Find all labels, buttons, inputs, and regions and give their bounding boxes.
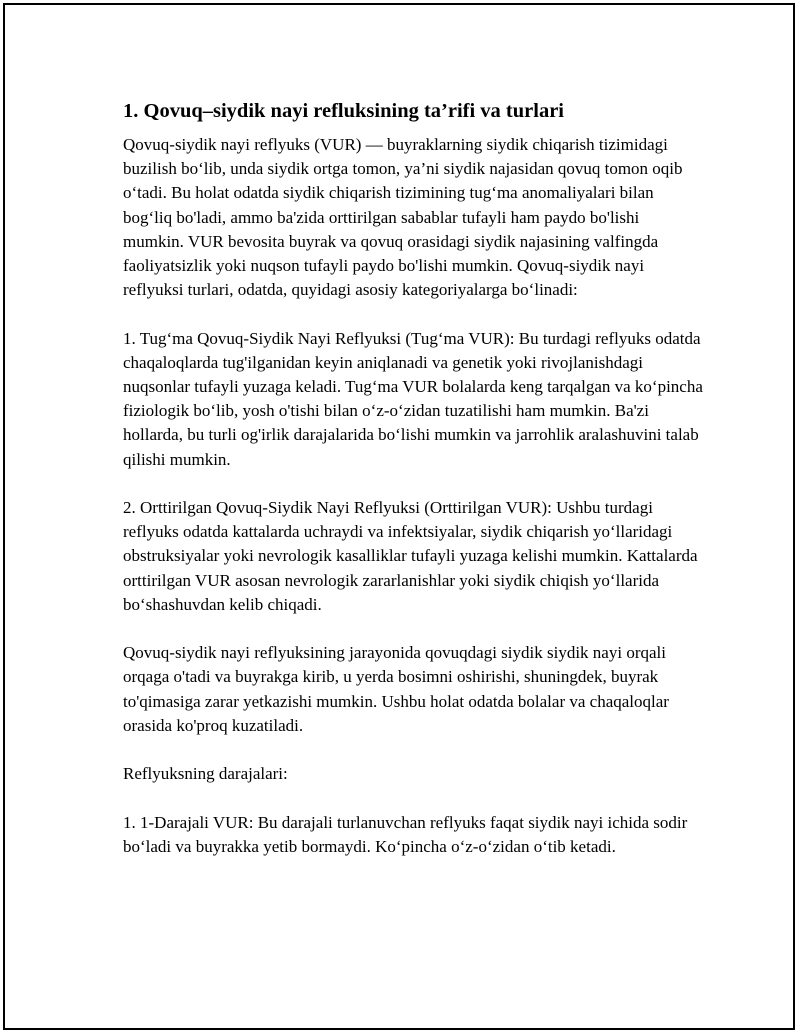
- paragraph-grade-1: 1. 1-Darajali VUR: Bu darajali turlanuvchan reflyuks faqat siydik nayi ichida sodir bo‘ladi va buyrakka yetib bormaydi. Ko‘pincha o‘z-o‘zidan o‘tib ketadi.: [123, 812, 688, 856]
- page-frame: [3, 3, 795, 1030]
- paragraph-definition: Qovuq-siydik nayi reflyuks (VUR) — buyraklarning siydik chiqarish tizimidagi buzilish bo‘lib, unda siydik ortga tomon, ya’ni siydik najasidan qovuq tomon oqib o‘tadi. Bu holat odatda siydik chiqarish tizimining tug‘ma anomaliyalari bilan bog‘liq bo'ladi, ammo ba'zida orttirilgan sabablar tufayli ham paydo bo'lishi mumkin. VUR bevosita buyrak va qovuq orasidagi siydik najasining valfingda faoliyatsizlik yoki nuqson tufayli paydo bo'lishi mumkin. Qovuq-siydik nayi reflyuksi turlari, odatda, quyidagi asosiy kategoriyalarga bo‘linadi:: [123, 135, 683, 300]
- paragraph-grades-heading: Reflyuksning darajalari:: [123, 764, 288, 784]
- paragraph-process: Qovuq-siydik nayi reflyuksining jarayonida qovuqdagi siydik siydik nayi orqali orqaga o'tadi va buyrakga kirib, u yerda bosimni oshirishi, shuningdek, buyrak to'qimasiga zarar yetkazishi mumkin. Ushbu holat odatda bolalar va chaqaloqlar orasida ko'proq kuzatiladi.: [123, 643, 669, 735]
- paragraph-congenital-vur: 1. Tug‘ma Qovuq-Siydik Nayi Reflyuksi (Tug‘ma VUR): Bu turdagi reflyuks odatda chaqaloqlarda tug'ilganidan keyin aniqlanadi va genetik yoki rivojlanishdagi nuqsonlar tufayli yuzaga keladi. Tug‘ma VUR bolalarda keng tarqalgan va ko‘pincha fiziologik bo‘lib, yosh o'tishi bilan o‘z-o‘zidan tuzatilishi ham mumkin. Ba'zi hollarda, bu turli og'irlik darajalarida bo‘lishi mumkin va jarrohlik aralashuvini talab qilishi mumkin.: [123, 328, 703, 469]
- document-body: [123, 97, 703, 883]
- paragraph-acquired-vur: 2. Orttirilgan Qovuq-Siydik Nayi Reflyuksi (Orttirilgan VUR): Ushbu turdagi reflyuks odatda kattalarda uchraydi va infektsiyalar, siydik chiqarish yo‘llaridagi obstruksiyalar yoki nevrologik kasalliklar tufayli yuzaga kelishi mumkin. Kattalarda orttirilgan VUR asosan nevrologik zararlanishlar yoki siydik chiqish yo‘llarida bo‘shashuvdan kelib chiqadi.: [123, 498, 698, 614]
- section-heading: 1. Qovuq–siydik nayi refluksining ta’rifi va turlari: [123, 100, 565, 122]
